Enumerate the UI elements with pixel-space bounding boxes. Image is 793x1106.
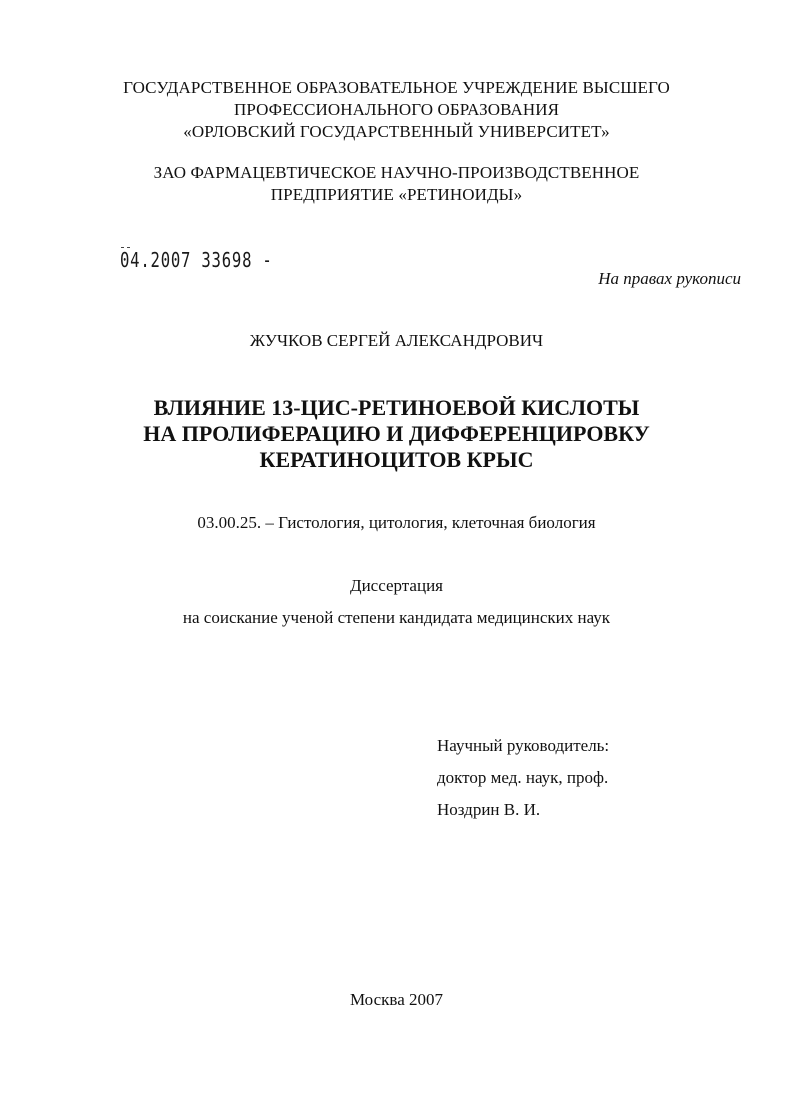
institution-line-2: ПРОФЕССИОНАЛЬНОГО ОБРАЗОВАНИЯ	[233, 100, 560, 119]
company-line-2: ПРЕДПРИЯТИЕ «РЕТИНОИДЫ»	[270, 185, 523, 204]
degree: на соискание ученой степени кандидата медицинских наук	[182, 608, 611, 627]
advisor-name: Ноздрин В. И.	[437, 800, 541, 819]
advisor-title: доктор мед. наук, проф.	[437, 768, 609, 787]
city-year: Москва 2007	[349, 990, 444, 1009]
author-name: ЖУЧКОВ СЕРГЕЙ АЛЕКСАНДРОВИЧ	[249, 331, 544, 350]
title-line-2: НА ПРОЛИФЕРАЦИЮ И ДИФФЕРЕНЦИРОВКУ	[143, 421, 650, 446]
specialty: 03.00.25. – Гистология, цитология, клеточная биология	[197, 513, 596, 532]
title-line-3: КЕРАТИНОЦИТОВ КРЫС	[259, 447, 534, 472]
title-line-1: ВЛИЯНИЕ 13-ЦИС-РЕТИНОЕВОЙ КИСЛОТЫ	[153, 395, 640, 420]
institution-line-3: «ОРЛОВСКИЙ ГОСУДАРСТВЕННЫЙ УНИВЕРСИТЕТ»	[183, 122, 610, 141]
rights-note: На правах рукописи	[598, 269, 741, 288]
registration-stamp: 04.2007 33698 -	[120, 248, 273, 272]
work-type: Диссертация	[349, 576, 443, 595]
institution-line-1: ГОСУДАРСТВЕННОЕ ОБРАЗОВАТЕЛЬНОЕ УЧРЕЖДЕНИЕ ВЫСШЕГО	[123, 78, 670, 97]
advisor-label: Научный руководитель:	[437, 736, 610, 755]
company-line-1: ЗАО ФАРМАЦЕВТИЧЕСКОЕ НАУЧНО-ПРОИЗВОДСТВЕННОЕ	[153, 163, 640, 182]
